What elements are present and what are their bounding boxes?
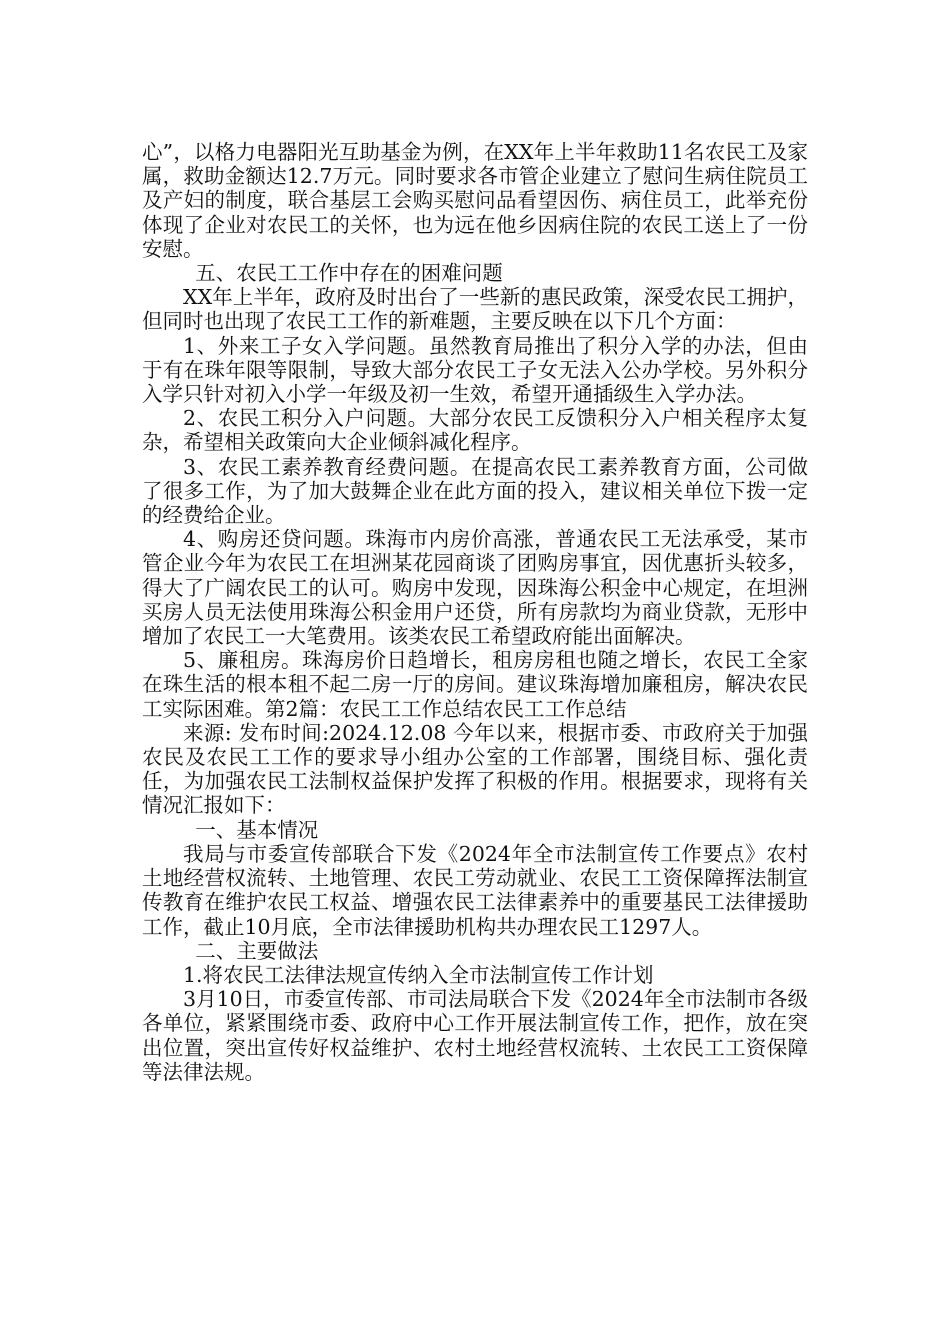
paragraph: 来源: 发布时间:2024.12.08 今年以来，根据市委、市政府关于加强农民及农民工工作的要求导小组办公室的工作部署，围绕目标、强化责任，为加强农民工法制权益保护发挥了积极的作用。根据要求，现将有关情况汇报如下： xyxy=(142,720,808,818)
paragraph: XX年上半年，政府及时出台了一些新的惠民政策，深受农民工拥护，但同时也出现了农民工工作的新难题，主要反映在以下几个方面： xyxy=(142,285,808,334)
section-heading: 二、主要做法 xyxy=(195,938,319,963)
subsection-heading: 1.将农民工法律法规宣传纳入全市法制宣传工作计划 xyxy=(183,962,654,987)
paragraph: 心”，以格力电器阳光互助基金为例，在XX年上半年救助11名农民工及家属，救助金额达12.7万元。同时要求各市管企业建立了慰问生病住院员工及产妇的制度，联合基层工会购买慰问品看望因伤、病住员工，此举充份体现了企业对农民工的关怀，也为远在他乡因病住院的农民工送上了一份安慰。 xyxy=(142,140,808,261)
paragraph: 3、农民工素养教育经费问题。在提高农民工素养教育方面，公司做了很多工作，为了加大鼓舞企业在此方面的投入，建议相关单位下拨一定的经费给企业。 xyxy=(142,454,808,528)
paragraph: 5、廉租房。珠海房价日趋增长，租房房租也随之增长，农民工全家在珠生活的根本租不起二房一厅的房间。建议珠海增加廉租房，解决农民工实际困难。第2篇：农民工工作总结农民工工作总结 xyxy=(142,648,808,721)
paragraph: 我局与市委宣传部联合下发《2024年全市法制宣传工作要点》农村土地经营权流转、土地管理、农民工劳动就业、农民工工资保障挥法制宣传教育在维护农民工权益、增强农民工法律素养中的重要基民工法律援助工作，截止10月底，全市法律援助机构共办理农民工1297人。 xyxy=(142,841,808,939)
section-heading: 五、农民工工作中存在的困难问题 xyxy=(195,261,503,286)
paragraph: 3月10日，市委宣传部、市司法局联合下发《2024年全市法制市各级各单位，紧紧围绕市委、政府中心工作开展法制宣传工作，把作，放在突出位置，突出宣传好权益维护、农村土地经营权流转、土农民工工资保障等法律法规。 xyxy=(142,987,808,1084)
paragraph: 4、购房还贷问题。珠海市内房价高涨，普通农民工无法承受，某市管企业今年为农民工在坦洲某花园商谈了团购房事宜，因优惠折头较多，得大了广阔农民工的认可。购房中发现，因珠海公积金中心规定，在坦洲买房人员无法使用珠海公积金用户还贷，所有房款均为商业贷款，无形中增加了农民工一大笔费用。该类农民工希望政府能出面解决。 xyxy=(142,527,808,649)
paragraph: 2、农民工积分入户问题。大部分农民工反馈积分入户相关程序太复杂，希望相关政策向大企业倾斜减化程序。 xyxy=(142,406,808,455)
paragraph: 1、外来工子女入学问题。虽然教育局推出了积分入学的办法，但由于有在珠年限等限制，导致大部分农民工子女无法入公办学校。另外积分入学只针对初入小学一年级及初一生效，希望开通插级生入学办法。 xyxy=(142,333,808,407)
document-body xyxy=(142,140,808,1084)
section-heading: 一、基本情况 xyxy=(195,817,319,842)
